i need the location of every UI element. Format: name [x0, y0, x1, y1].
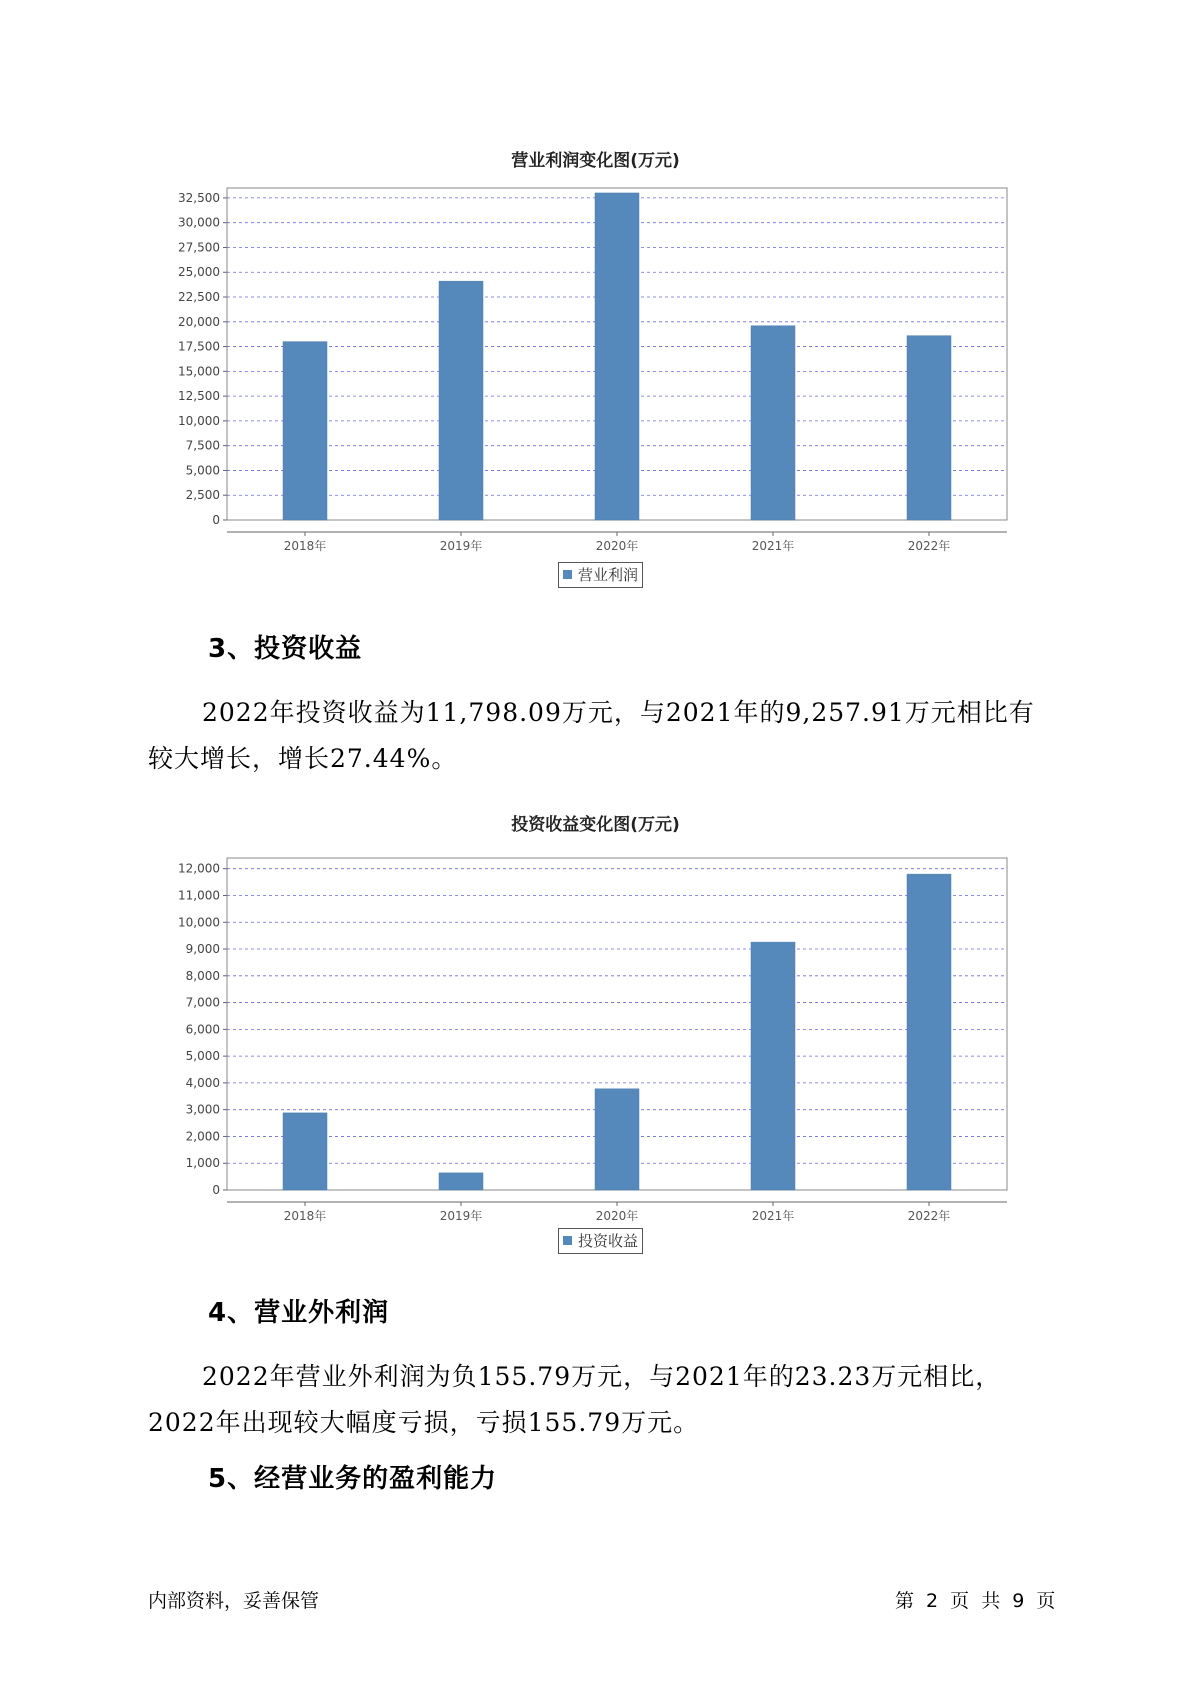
section-3-heading: 3、投资收益	[208, 634, 363, 664]
y-tick-label: 25,000	[178, 265, 220, 280]
y-tick-label: 7,500	[185, 438, 220, 453]
bar-2022年	[907, 874, 951, 1190]
x-tick-label: 2019年	[439, 1209, 483, 1223]
chart1-title: 营业利润变化图(万元)	[511, 151, 680, 171]
y-tick-label: 7,000	[185, 995, 220, 1010]
operating-profit-chart	[0, 150, 1191, 570]
x-tick-label: 2020年	[595, 1209, 639, 1223]
y-tick-label: 27,500	[178, 240, 220, 255]
legend-swatch	[563, 570, 572, 579]
investment-income-chart	[0, 820, 1191, 1240]
bar-2022年	[907, 336, 951, 520]
y-tick-label: 6,000	[185, 1022, 220, 1037]
bar-2021年	[751, 942, 795, 1190]
x-tick-label: 2018年	[283, 539, 327, 553]
x-tick-label: 2021年	[751, 539, 795, 553]
x-tick-label: 2019年	[439, 539, 483, 553]
y-tick-label: 22,500	[178, 290, 220, 305]
y-tick-label: 12,000	[178, 861, 220, 876]
y-tick-label: 4,000	[185, 1075, 220, 1090]
section-4-heading: 4、营业外利润	[208, 1298, 390, 1328]
chart1-legend-label: 营业利润	[578, 566, 639, 584]
chart2-legend	[558, 1228, 643, 1254]
y-tick-label: 9,000	[185, 942, 220, 957]
y-tick-label: 8,000	[185, 968, 220, 983]
y-tick-label: 11,000	[178, 888, 220, 903]
bar-2019年	[439, 1173, 483, 1190]
section-5-heading: 5、经营业务的盈利能力	[208, 1464, 498, 1494]
y-tick-label: 15,000	[178, 364, 220, 379]
y-tick-label: 12,500	[178, 389, 220, 404]
section-3-paragraph: 2022年投资收益为11,798.09万元，与2021年的9,257.91万元相比有较大增长，增长27.44%。	[148, 698, 1035, 773]
bar-2021年	[751, 326, 795, 520]
bar-2019年	[439, 281, 483, 520]
chart2-title: 投资收益变化图(万元)	[511, 815, 680, 835]
legend-swatch	[563, 1236, 572, 1245]
y-tick-label: 17,500	[178, 339, 220, 354]
y-tick-label: 20,000	[178, 314, 220, 329]
y-tick-label: 5,000	[185, 1049, 220, 1064]
y-tick-label: 32,500	[178, 190, 220, 205]
bar-2020年	[595, 1089, 639, 1190]
x-tick-label: 2018年	[283, 1209, 327, 1223]
y-tick-label: 3,000	[185, 1102, 220, 1117]
y-tick-label: 5,000	[185, 463, 220, 478]
chart2-legend-label: 投资收益	[578, 1232, 639, 1250]
chart1-legend	[558, 562, 643, 588]
x-tick-label: 2020年	[595, 539, 639, 553]
x-tick-label: 2021年	[751, 1209, 795, 1223]
section-4-paragraph: 2022年营业外利润为负155.79万元，与2021年的23.23万元相比，2022年出现较大幅度亏损，亏损155.79万元。	[148, 1362, 1002, 1437]
footer-confidential-note: 内部资料，妥善保管	[148, 1590, 320, 1612]
y-tick-label: 0	[212, 1183, 220, 1197]
footer-page-number: 第 2 页 共 9 页	[895, 1590, 1056, 1612]
y-tick-label: 30,000	[178, 215, 220, 230]
bar-2018年	[283, 342, 327, 520]
bar-2020年	[595, 193, 639, 520]
bar-2018年	[283, 1113, 327, 1190]
y-tick-label: 2,000	[185, 1129, 220, 1144]
y-tick-label: 10,000	[178, 915, 220, 930]
y-tick-label: 10,000	[178, 413, 220, 428]
y-tick-label: 2,500	[185, 488, 220, 503]
y-tick-label: 1,000	[185, 1156, 220, 1171]
y-tick-label: 0	[212, 513, 220, 527]
x-tick-label: 2022年	[907, 1209, 951, 1223]
x-tick-label: 2022年	[907, 539, 951, 553]
